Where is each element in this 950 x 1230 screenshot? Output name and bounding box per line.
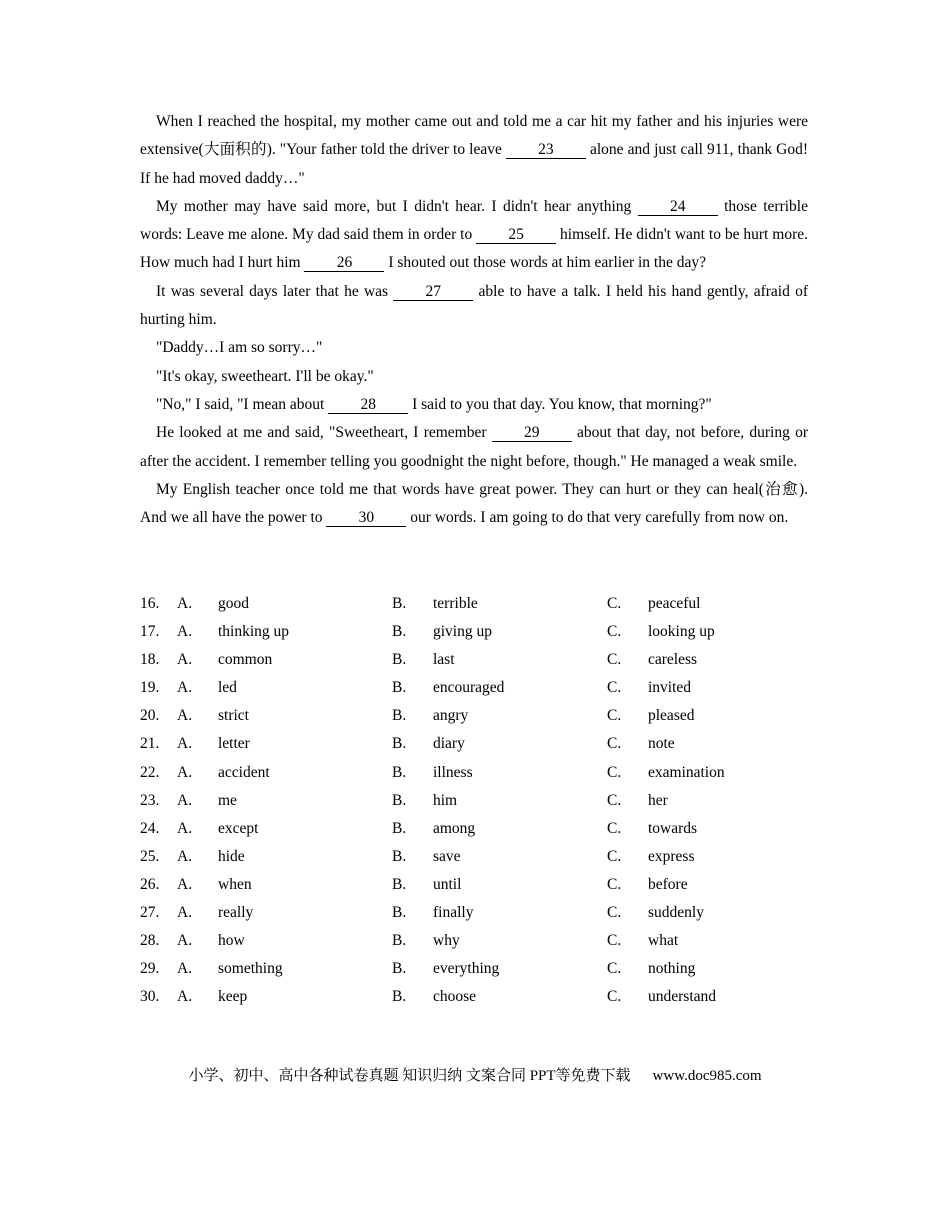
option-b-text: why bbox=[433, 932, 460, 950]
option-a-text: hide bbox=[218, 847, 245, 865]
question-number: 26. bbox=[140, 875, 160, 893]
option-a-label: A. bbox=[177, 932, 193, 950]
option-b-label: B. bbox=[392, 791, 407, 809]
option-c-text: before bbox=[648, 875, 688, 893]
option-c-label: C. bbox=[607, 595, 622, 612]
question-number: 23. bbox=[140, 791, 160, 809]
option-b-text: illness bbox=[433, 763, 473, 781]
option-b-text: angry bbox=[433, 707, 469, 725]
option-a-text: how bbox=[218, 932, 245, 950]
option-b-text: choose bbox=[433, 988, 477, 1006]
blank-29: 29 bbox=[492, 424, 572, 442]
option-c-label: C. bbox=[607, 735, 622, 753]
question-19 bbox=[140, 674, 820, 702]
option-c-text: towards bbox=[648, 819, 698, 837]
footer-url[interactable]: www.doc985.com bbox=[652, 1068, 762, 1084]
option-b-label: B. bbox=[392, 595, 407, 612]
option-b-label: B. bbox=[392, 819, 407, 837]
option-a-label: A. bbox=[177, 791, 193, 809]
option-b-label: B. bbox=[392, 679, 407, 697]
option-c-text: her bbox=[648, 791, 668, 809]
option-b-text: encouraged bbox=[433, 679, 505, 697]
option-c-text: careless bbox=[648, 651, 698, 669]
question-number: 27. bbox=[140, 904, 160, 922]
question-27 bbox=[140, 899, 820, 927]
question-25 bbox=[140, 843, 820, 871]
option-a-text: keep bbox=[218, 988, 248, 1006]
question-17 bbox=[140, 618, 820, 646]
option-a-text: something bbox=[218, 960, 283, 978]
question-28 bbox=[140, 927, 820, 955]
paragraph-8: My English teacher once told me that words have great power. They can hurt or they can heal(治愈). And we all have the power to 30 our words. I am going to do that very carefully from now on. bbox=[140, 480, 808, 527]
option-b-text: among bbox=[433, 819, 476, 837]
option-c-text: understand bbox=[648, 988, 717, 1006]
paragraph-6: "No," I said, "I mean about 28 I said to you that day. You know, that morning?" bbox=[156, 395, 712, 413]
question-number: 21. bbox=[140, 735, 160, 753]
option-c-text: looking up bbox=[648, 623, 715, 641]
option-b-text: terrible bbox=[433, 595, 478, 612]
option-c-label: C. bbox=[607, 819, 622, 837]
paragraph-7: He looked at me and said, "Sweetheart, I remember 29 about that day, not before, during or after the accident. I remember telling you goodnight the night before, though." He managed a weak smile. bbox=[140, 424, 808, 470]
option-b-text: save bbox=[433, 847, 461, 865]
question-number: 18. bbox=[140, 651, 160, 669]
option-a-text: when bbox=[218, 875, 252, 893]
option-c-label: C. bbox=[607, 875, 622, 893]
option-b-label: B. bbox=[392, 875, 407, 893]
option-a-label: A. bbox=[177, 875, 193, 893]
question-29 bbox=[140, 955, 820, 983]
option-a-label: A. bbox=[177, 735, 193, 753]
option-c-text: nothing bbox=[648, 960, 696, 978]
option-c-label: C. bbox=[607, 679, 622, 697]
option-b-label: B. bbox=[392, 763, 407, 781]
option-a-label: A. bbox=[177, 651, 193, 669]
option-b-label: B. bbox=[392, 904, 407, 922]
option-b-label: B. bbox=[392, 847, 407, 865]
option-a-text: except bbox=[218, 819, 259, 837]
question-16 bbox=[140, 590, 820, 618]
blank-24: 24 bbox=[638, 198, 718, 216]
option-b-text: until bbox=[433, 875, 462, 893]
question-18 bbox=[140, 646, 820, 674]
option-c-text: invited bbox=[648, 679, 692, 697]
footer-text: 小学、初中、高中各种试卷真题 知识归纳 文案合同 PPT等免费下载 bbox=[188, 1068, 631, 1084]
option-a-label: A. bbox=[177, 763, 193, 781]
option-c-text: peaceful bbox=[648, 595, 701, 612]
option-b-text: giving up bbox=[433, 623, 492, 641]
question-number: 25. bbox=[140, 847, 160, 865]
option-c-label: C. bbox=[607, 960, 622, 978]
option-a-text: letter bbox=[218, 735, 250, 753]
option-c-label: C. bbox=[607, 763, 622, 781]
option-c-label: C. bbox=[607, 791, 622, 809]
question-21 bbox=[140, 730, 820, 758]
paragraph-4: "Daddy…I am so sorry…" bbox=[156, 339, 323, 357]
option-c-text: suddenly bbox=[648, 904, 704, 922]
option-c-text: express bbox=[648, 847, 695, 865]
option-b-text: diary bbox=[433, 735, 465, 753]
paragraph-5: "It's okay, sweetheart. I'll be okay." bbox=[156, 367, 374, 385]
option-c-label: C. bbox=[607, 623, 622, 641]
option-c-text: pleased bbox=[648, 707, 695, 725]
option-c-label: C. bbox=[607, 651, 622, 669]
option-b-label: B. bbox=[392, 707, 407, 725]
reading-passage bbox=[140, 108, 808, 532]
question-number: 29. bbox=[140, 960, 160, 978]
option-a-text: led bbox=[218, 679, 237, 697]
question-24 bbox=[140, 815, 820, 843]
question-23 bbox=[140, 787, 820, 815]
option-b-text: everything bbox=[433, 960, 500, 978]
option-a-label: A. bbox=[177, 988, 193, 1006]
blank-23: 23 bbox=[506, 141, 586, 159]
option-a-label: A. bbox=[177, 595, 193, 612]
paragraph-3: It was several days later that he was 27 able to have a talk. I held his hand gently, afraid of hurting him. bbox=[140, 282, 809, 329]
question-30 bbox=[140, 983, 820, 1011]
option-a-label: A. bbox=[177, 707, 193, 725]
blank-26: 26 bbox=[304, 254, 384, 272]
paragraph-1: When I reached the hospital, my mother came out and told me a car hit my father and his injuries were extensive(大面积的). "Your father told the driver to leave 23 alone and just call 911, thank God! If he had moved daddy…" bbox=[140, 113, 809, 187]
option-a-text: thinking up bbox=[218, 623, 290, 641]
option-c-text: what bbox=[648, 932, 679, 950]
option-a-text: good bbox=[218, 595, 249, 612]
option-a-label: A. bbox=[177, 904, 193, 922]
option-c-text: examination bbox=[648, 763, 725, 781]
option-a-label: A. bbox=[177, 623, 193, 641]
option-a-label: A. bbox=[177, 679, 193, 697]
option-b-label: B. bbox=[392, 932, 407, 950]
option-c-label: C. bbox=[607, 932, 622, 950]
option-b-label: B. bbox=[392, 960, 407, 978]
option-b-label: B. bbox=[392, 735, 407, 753]
question-20 bbox=[140, 702, 820, 730]
option-a-text: accident bbox=[218, 763, 270, 781]
option-c-text: note bbox=[648, 735, 675, 753]
question-22 bbox=[140, 759, 820, 787]
paragraph-2: My mother may have said more, but I didn't hear. I didn't hear anything 24 those terrible words: Leave me alone. My dad said them in order to 25 himself. He didn't want to be hurt more. How much had I hurt him 26 I shouted out those words at him earlier in the day? bbox=[140, 197, 808, 272]
option-b-label: B. bbox=[392, 988, 407, 1006]
option-b-text: finally bbox=[433, 904, 474, 922]
option-b-label: B. bbox=[392, 651, 407, 669]
question-number: 19. bbox=[140, 679, 160, 697]
option-b-text: last bbox=[433, 651, 455, 669]
option-b-text: him bbox=[433, 791, 458, 809]
option-a-text: strict bbox=[218, 707, 249, 725]
question-number: 16. bbox=[140, 595, 160, 612]
question-number: 24. bbox=[140, 819, 160, 837]
question-number: 22. bbox=[140, 763, 160, 781]
option-c-label: C. bbox=[607, 847, 622, 865]
question-number: 20. bbox=[140, 707, 160, 725]
blank-27: 27 bbox=[393, 283, 473, 301]
question-26 bbox=[140, 871, 820, 899]
option-a-label: A. bbox=[177, 960, 193, 978]
option-b-label: B. bbox=[392, 623, 407, 641]
page-footer bbox=[0, 1064, 950, 1088]
blank-28: 28 bbox=[328, 396, 408, 414]
option-c-label: C. bbox=[607, 707, 622, 725]
option-a-text: really bbox=[218, 904, 254, 922]
question-number: 28. bbox=[140, 932, 160, 950]
blank-30: 30 bbox=[326, 509, 406, 527]
option-c-label: C. bbox=[607, 904, 622, 922]
blank-25: 25 bbox=[476, 226, 556, 244]
option-c-label: C. bbox=[607, 988, 622, 1006]
question-number: 17. bbox=[140, 623, 160, 641]
option-a-label: A. bbox=[177, 819, 193, 837]
answer-options bbox=[140, 590, 820, 1011]
option-a-label: A. bbox=[177, 847, 193, 865]
option-a-text: me bbox=[218, 791, 237, 809]
question-number: 30. bbox=[140, 988, 160, 1006]
option-a-text: common bbox=[218, 651, 273, 669]
